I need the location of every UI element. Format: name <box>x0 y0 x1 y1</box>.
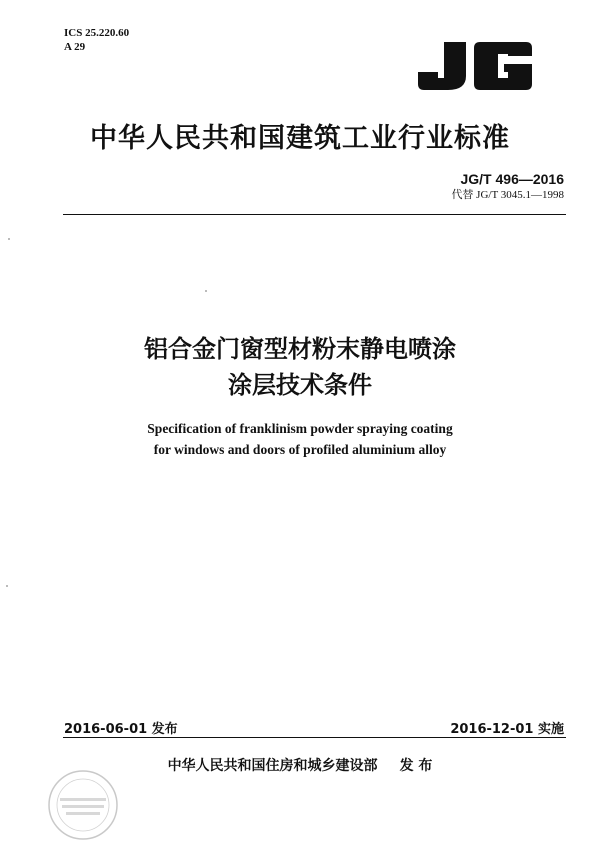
ics-code: ICS 25.220.60 <box>64 27 130 39</box>
scan-speck <box>205 290 207 292</box>
chinese-title-line-2: 涂层技术条件 <box>228 371 372 399</box>
ccs-code: A 29 <box>64 41 86 53</box>
top-divider <box>63 214 566 215</box>
standard-number-block <box>451 171 564 203</box>
bottom-divider <box>63 737 566 738</box>
english-title-line-2: for windows and doors of profiled aluminium alloy <box>153 442 447 457</box>
english-title <box>0 418 600 460</box>
jg-logo-mark <box>418 42 532 90</box>
english-title-line-1: Specification of franklinism powder spraying coating <box>147 421 453 436</box>
chinese-title-line-1: 铝合金门窗型材粉末静电喷涂 <box>144 335 456 363</box>
issue-date: 2016-06-01 发布 <box>64 722 178 737</box>
standard-number: JG/T 496—2016 <box>460 171 564 187</box>
issuing-org-title: 中华人民共和国建筑工业行业标准 <box>90 123 510 154</box>
classification-codes <box>64 26 129 54</box>
jg-logo <box>418 42 532 90</box>
stamp-mark <box>46 768 120 842</box>
implementation-date: 2016-12-01 实施 <box>450 722 564 737</box>
chinese-title <box>0 331 600 403</box>
scan-speck <box>8 238 10 240</box>
replaced-standard: 代替 JG/T 3045.1—1998 <box>451 189 564 201</box>
scan-speck <box>6 585 8 587</box>
publisher-action: 发 布 <box>399 758 433 774</box>
distributor-stamp <box>46 768 120 842</box>
publisher-name: 中华人民共和国住房和城乡建设部 <box>167 758 378 774</box>
